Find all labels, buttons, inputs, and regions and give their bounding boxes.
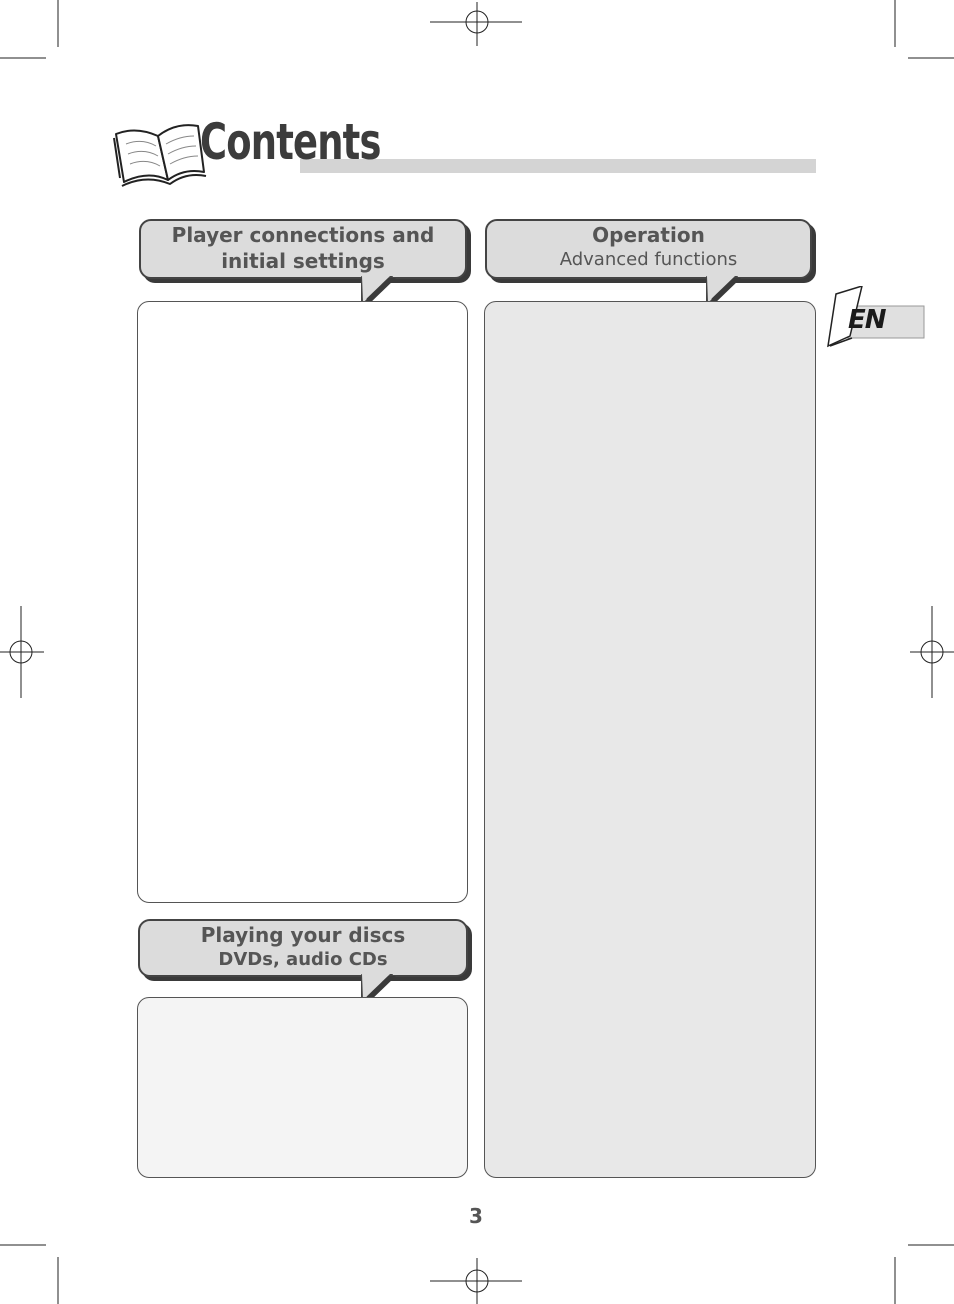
open-book-icon [112, 108, 207, 188]
section-header-player-connections [139, 219, 467, 279]
panel-playing-discs [137, 997, 468, 1178]
section-title: Operation [592, 223, 705, 247]
panel-player-connections [137, 301, 468, 903]
section-title: Player connections and [171, 223, 435, 247]
page-title: Contents [200, 113, 381, 171]
section-subtitle: DVDs, audio CDs [218, 949, 388, 970]
section-subtitle: Advanced functions [559, 249, 738, 270]
panel-operation [484, 301, 816, 1178]
language-label: EN [848, 305, 886, 335]
section-subtitle: initial settings [221, 249, 385, 273]
section-header-operation [485, 219, 812, 279]
page-number: 3 [469, 1204, 483, 1228]
section-title: Playing your discs [200, 923, 406, 947]
section-header-playing-discs [138, 919, 468, 977]
